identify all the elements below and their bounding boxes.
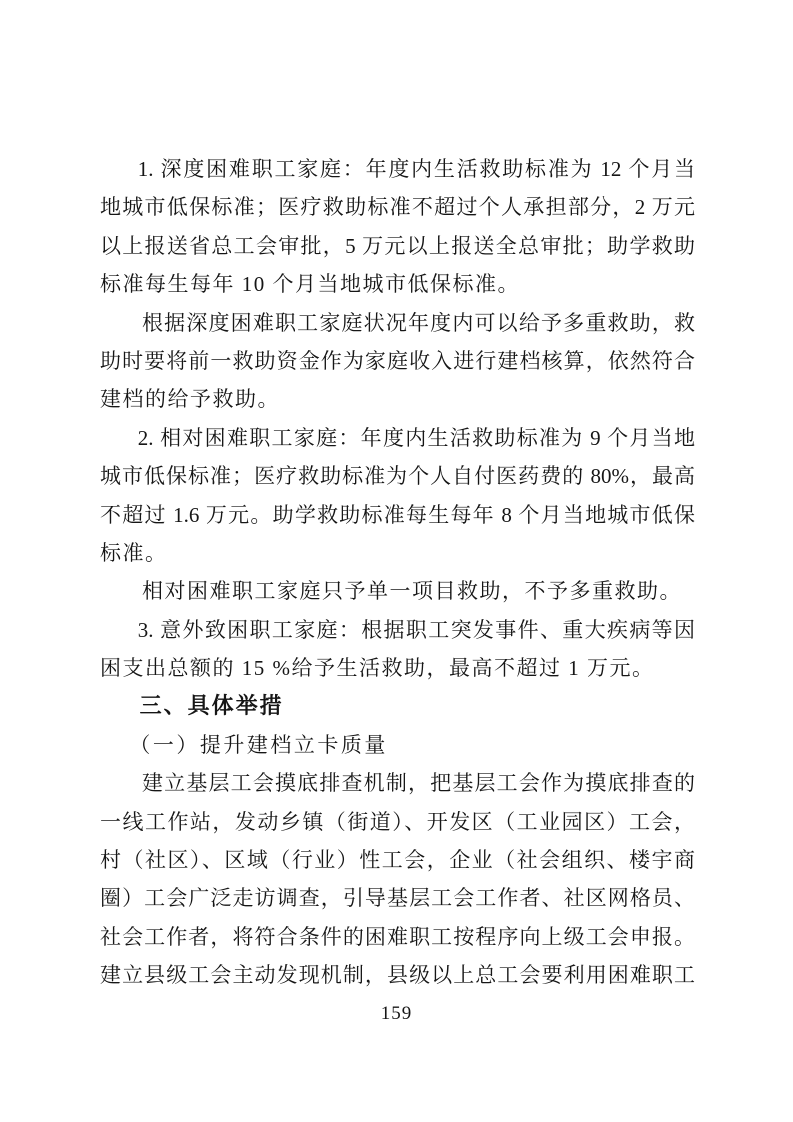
paragraph-line: 根据深度困难职工家庭状况年度内可以给予多重救助，救 [142,310,695,335]
paragraph-line: 3. 意外致困职工家庭：根据职工突发事件、重大疾病等因 [137,617,695,642]
paragraph-line: 城市低保标准；医疗救助标准为个人自付医药费的 80%，最高 [100,464,695,489]
page-number: 159 [380,1003,413,1024]
paragraph-line: 建立县级工会主动发现机制，县级以上总工会要利用困难职工 [100,963,695,988]
paragraph-line: 一线工作站，发动乡镇（街道）、开发区（工业园区）工会， [100,809,695,834]
paragraph-line: 建档的给予救助。 [100,387,280,412]
paragraph-line: 2. 相对困难职工家庭：年度内生活救助标准为 9 个月当地 [137,425,695,450]
paragraph-line: 1. 深度困难职工家庭：年度内生活救助标准为 12 个月当 [137,157,695,181]
paragraph-line: 村（社区）、区域（行业）性工会，企业（社会组织、楼宇商 [100,848,695,873]
paragraph-line: 社会工作者，将符合条件的困难职工按程序向上级工会申报。 [100,924,695,949]
paragraph-line: 地城市低保标准；医疗救助标准不超过个人承担部分，2 万元 [100,195,695,220]
section-heading: 三、具体举措 [139,693,284,719]
paragraph-line: 标准每生每年 10 个月当地城市低保标准。 [100,272,520,297]
paragraph-line: 以上报送省总工会审批，5 万元以上报送全总审批；助学救助 [100,233,695,258]
paragraph-line: 建立基层工会摸底排查机制，把基层工会作为摸底排查的 [142,771,695,796]
subsection-heading: （一）提升建档立卡质量 [129,732,388,757]
paragraph-line: 助时要将前一救助资金作为家庭收入进行建档核算，依然符合 [100,348,695,373]
paragraph-line: 不超过 1.6 万元。助学救助标准每生每年 8 个月当地城市低保 [100,502,695,527]
paragraph-line: 困支出总额的 15 %给予生活救助，最高不超过 1 万元。 [100,656,655,681]
paragraph-line: 圈）工会广泛走访调查，引导基层工会工作者、社区网格员、 [100,886,695,911]
paragraph-line: 相对困难职工家庭只予单一项目救助，不予多重救助。 [142,579,682,604]
paragraph-line: 标准。 [100,540,168,565]
document-body [100,150,695,995]
